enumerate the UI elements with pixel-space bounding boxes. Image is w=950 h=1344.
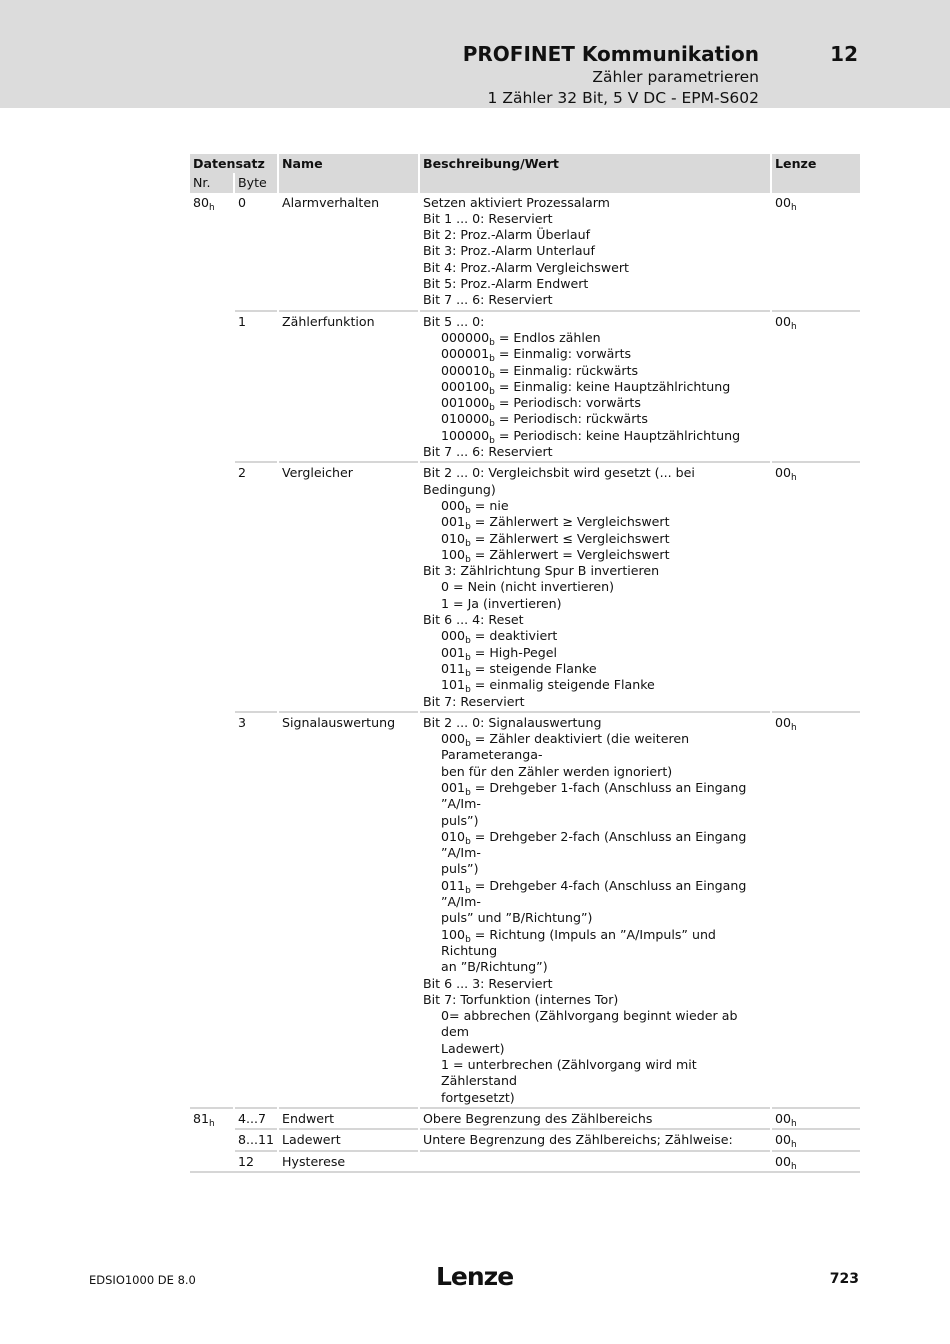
cell-lenze <box>771 311 860 463</box>
code-suffix: b <box>489 337 495 348</box>
description-line: Bit 2 ... 0: Signalauswertung <box>423 714 602 730</box>
parameter-table <box>190 154 860 1173</box>
lenze-suffix: h <box>791 1161 797 1172</box>
code-value: 010 <box>441 530 466 546</box>
description-line: an ”B/Richtung”) <box>441 959 548 975</box>
header-title: PROFINET Kommunikation <box>462 42 759 66</box>
code-meaning: = Endlos zählen <box>494 329 601 345</box>
code-value: 001 <box>441 514 466 530</box>
code-value: 100000 <box>441 427 490 443</box>
description-line <box>423 628 767 647</box>
cell-description <box>419 1129 771 1150</box>
lenze-logo: Lenze <box>436 1262 514 1291</box>
page-number: 723 <box>829 1271 859 1287</box>
code-suffix: b <box>465 739 471 750</box>
code-value: 010 <box>441 828 466 844</box>
description-line: Setzen aktiviert Prozessalarm <box>423 194 610 210</box>
cell-name: Ladewert <box>278 1129 419 1150</box>
code-suffix: b <box>465 522 471 533</box>
code-value: 100 <box>441 926 466 942</box>
code-value: 001 <box>441 644 466 660</box>
table-row <box>190 193 860 311</box>
description-line: Bit 5: Proz.-Alarm Endwert <box>423 276 589 292</box>
cell-nr <box>190 193 234 311</box>
code-suffix: b <box>465 885 471 896</box>
description-line: Bit 7 ... 6: Reserviert <box>423 292 553 308</box>
code-value: 000 <box>441 731 466 747</box>
code-suffix: b <box>465 505 471 516</box>
code-suffix: b <box>465 652 471 663</box>
code-meaning: = Periodisch: vorwärts <box>494 395 641 411</box>
lenze-value: 00 <box>775 313 792 329</box>
description-line: Bit 2 ... 0: Vergleichsbit wird gesetzt (... bei Bedingung) <box>423 465 695 497</box>
cell-description <box>419 462 771 711</box>
code-value: 000 <box>441 628 466 644</box>
description-line <box>423 379 767 395</box>
cell-description <box>419 712 771 1108</box>
code-suffix: b <box>489 403 495 414</box>
description-line: Ladewert) <box>441 1040 505 1056</box>
code-suffix: b <box>489 435 495 446</box>
lenze-value: 00 <box>775 194 792 210</box>
code-suffix: b <box>489 386 495 397</box>
code-meaning: = Zählerwert ≥ Vergleichswert <box>470 514 670 530</box>
code-meaning: = einmalig steigende Flanke <box>470 677 655 693</box>
code-suffix: b <box>465 668 471 679</box>
cell-nr <box>190 712 234 1108</box>
lenze-value: 00 <box>775 1110 792 1126</box>
description-line: Obere Begrenzung des Zählbereichs <box>423 1110 653 1126</box>
description-line: fortgesetzt) <box>441 1089 515 1105</box>
description-line <box>423 428 767 444</box>
description-line: Bit 6 ... 3: Reserviert <box>423 975 553 991</box>
page-header <box>0 0 950 108</box>
lenze-suffix: h <box>791 473 797 484</box>
table-body <box>190 193 860 1172</box>
cell-name: Signalauswertung <box>278 712 419 1108</box>
nr-value: 81 <box>193 1110 210 1126</box>
code-meaning: = Einmalig: rückwärts <box>494 362 639 378</box>
description-line <box>423 330 767 346</box>
code-meaning: = steigende Flanke <box>470 660 597 676</box>
header-subtitle-1: Zähler parametrieren <box>592 68 759 86</box>
table-row <box>190 1108 860 1129</box>
lenze-suffix: h <box>791 722 797 733</box>
code-meaning: = High-Pegel <box>470 644 557 660</box>
header-beschreibung: Beschreibung/Wert <box>419 154 771 193</box>
table-row <box>190 1129 860 1150</box>
description-line <box>423 829 767 862</box>
header-byte: Byte <box>234 173 278 192</box>
description-line: Bit 3: Zählrichtung Spur B invertieren <box>423 563 660 579</box>
lenze-value: 00 <box>775 1153 792 1169</box>
cell-byte: 3 <box>234 712 278 1108</box>
cell-description <box>419 311 771 463</box>
code-suffix: b <box>465 554 471 565</box>
cell-byte: 12 <box>234 1151 278 1172</box>
description-line <box>423 411 767 430</box>
description-line <box>423 661 767 677</box>
header-name: Name <box>278 154 419 193</box>
lenze-value: 00 <box>775 1132 792 1148</box>
code-suffix: b <box>465 538 471 549</box>
code-suffix: b <box>465 836 471 847</box>
description-line: 0 = Nein (nicht invertieren) <box>441 579 615 595</box>
description-line: puls”) <box>441 812 479 828</box>
lenze-value: 00 <box>775 714 792 730</box>
description-line <box>423 498 767 514</box>
cell-nr <box>190 1151 234 1172</box>
cell-byte: 2 <box>234 462 278 711</box>
description-line: 1 = unterbrechen (Zählvorgang wird mit Zählerstand <box>441 1057 697 1089</box>
cell-lenze <box>771 462 860 711</box>
code-suffix: b <box>465 787 471 798</box>
code-value: 011 <box>441 660 466 676</box>
description-line: Bit 7: Torfunktion (internes Tor) <box>423 991 619 1007</box>
code-value: 100 <box>441 546 466 562</box>
code-suffix: b <box>489 419 495 430</box>
description-line <box>423 645 767 661</box>
description-line: Bit 5 ... 0: <box>423 313 485 329</box>
nr-suffix: h <box>209 1118 215 1129</box>
cell-nr <box>190 311 234 463</box>
description-line <box>423 363 767 379</box>
cell-name: Endwert <box>278 1108 419 1129</box>
table-row <box>190 462 860 711</box>
code-suffix: b <box>489 370 495 381</box>
cell-lenze <box>771 1129 860 1150</box>
description-line: Bit 4: Proz.-Alarm Vergleichswert <box>423 259 629 275</box>
description-line: Bit 3: Proz.-Alarm Unterlauf <box>423 243 595 259</box>
code-meaning: = Zählerwert = Vergleichswert <box>470 546 670 562</box>
lenze-suffix: h <box>791 1140 797 1151</box>
description-line: puls”) <box>441 861 479 877</box>
code-value: 001 <box>441 779 466 795</box>
code-value: 000100 <box>441 378 490 394</box>
cell-name: Alarmverhalten <box>278 193 419 311</box>
cell-name: Vergleicher <box>278 462 419 711</box>
description-line <box>423 780 767 813</box>
cell-byte: 8...11 <box>234 1129 278 1150</box>
cell-nr <box>190 462 234 711</box>
cell-lenze <box>771 712 860 1108</box>
description-line <box>423 731 767 764</box>
description-line <box>423 346 767 365</box>
code-meaning: = Drehgeber 2-fach (Anschluss an Eingang ”A/Im- <box>441 828 747 861</box>
description-line: Untere Begrenzung des Zählbereichs; Zählweise: <box>423 1132 733 1148</box>
description-line: 0= abbrechen (Zählvorgang beginnt wieder ab dem <box>441 1008 738 1040</box>
description-line: Bit 1 ... 0: Reserviert <box>423 210 553 226</box>
description-line: Bit 2: Proz.-Alarm Überlauf <box>423 227 591 243</box>
code-suffix: b <box>465 636 471 647</box>
description-line <box>423 677 767 696</box>
cell-nr <box>190 1129 234 1150</box>
code-value: 000000 <box>441 329 490 345</box>
nr-value: 80 <box>193 194 210 210</box>
lenze-value: 00 <box>775 465 792 481</box>
code-meaning: = nie <box>470 497 509 513</box>
code-meaning: = Drehgeber 1-fach (Anschluss an Eingang ”A/Im- <box>441 779 747 812</box>
cell-description <box>419 1108 771 1129</box>
description-line: Bit 6 ... 4: Reset <box>423 612 524 628</box>
table-row <box>190 712 860 1108</box>
description-line <box>423 395 767 414</box>
description-line: Bit 7 ... 6: Reserviert <box>423 444 553 460</box>
lenze-suffix: h <box>791 1118 797 1129</box>
cell-lenze <box>771 1151 860 1172</box>
header-lenze: Lenze <box>771 154 860 193</box>
description-line: 1 = Ja (invertieren) <box>441 595 562 611</box>
nr-suffix: h <box>209 202 215 213</box>
cell-lenze <box>771 1108 860 1129</box>
description-line <box>423 927 767 960</box>
code-value: 001000 <box>441 395 490 411</box>
code-suffix: b <box>489 354 495 365</box>
table-row <box>190 1151 860 1172</box>
code-meaning: = Zählerwert ≤ Vergleichswert <box>470 530 670 546</box>
description-line <box>423 878 767 911</box>
code-value: 101 <box>441 677 466 693</box>
code-meaning: = deaktiviert <box>470 628 558 644</box>
code-value: 000010 <box>441 362 490 378</box>
cell-name: Hysterese <box>278 1151 419 1172</box>
cell-description <box>419 193 771 311</box>
table-row <box>190 311 860 463</box>
cell-lenze <box>771 193 860 311</box>
document-id: EDSIO1000 DE 8.0 <box>89 1273 196 1287</box>
code-value: 011 <box>441 877 466 893</box>
cell-byte: 0 <box>234 193 278 311</box>
code-value: 000 <box>441 497 466 513</box>
code-meaning: = Periodisch: keine Hauptzählrichtung <box>494 427 741 443</box>
header-datensatz: Datensatz <box>190 154 278 173</box>
code-suffix: b <box>465 934 471 945</box>
description-line: puls” und ”B/Richtung”) <box>441 910 593 926</box>
cell-byte: 1 <box>234 311 278 463</box>
header-subtitle-2: 1 Zähler 32 Bit, 5 V DC - EPM-S602 <box>487 89 759 107</box>
code-meaning: = Periodisch: rückwärts <box>494 411 648 427</box>
code-meaning: = Einmalig: keine Hauptzählrichtung <box>494 378 731 394</box>
cell-name: Zählerfunktion <box>278 311 419 463</box>
description-line <box>423 531 767 547</box>
lenze-suffix: h <box>791 321 797 332</box>
code-meaning: = Zähler deaktiviert (die weiteren Parameteranga- <box>441 731 690 763</box>
code-value: 000001 <box>441 346 490 362</box>
cell-byte: 4...7 <box>234 1108 278 1129</box>
description-line: Bit 7: Reserviert <box>423 693 525 709</box>
lenze-suffix: h <box>791 202 797 213</box>
cell-description <box>419 1151 771 1172</box>
code-suffix: b <box>465 685 471 696</box>
description-line <box>423 514 767 533</box>
code-value: 010000 <box>441 411 490 427</box>
code-meaning: = Drehgeber 4-fach (Anschluss an Eingang ”A/Im- <box>441 877 747 910</box>
description-line <box>423 547 767 563</box>
code-meaning: = Einmalig: vorwärts <box>494 346 632 362</box>
header-nr: Nr. <box>190 173 234 192</box>
code-meaning: = Richtung (Impuls an ”A/Impuls” und Richtung <box>441 926 716 958</box>
cell-nr <box>190 1108 234 1129</box>
chapter-number: 12 <box>830 42 858 66</box>
description-line: ben für den Zähler werden ignoriert) <box>441 763 673 779</box>
